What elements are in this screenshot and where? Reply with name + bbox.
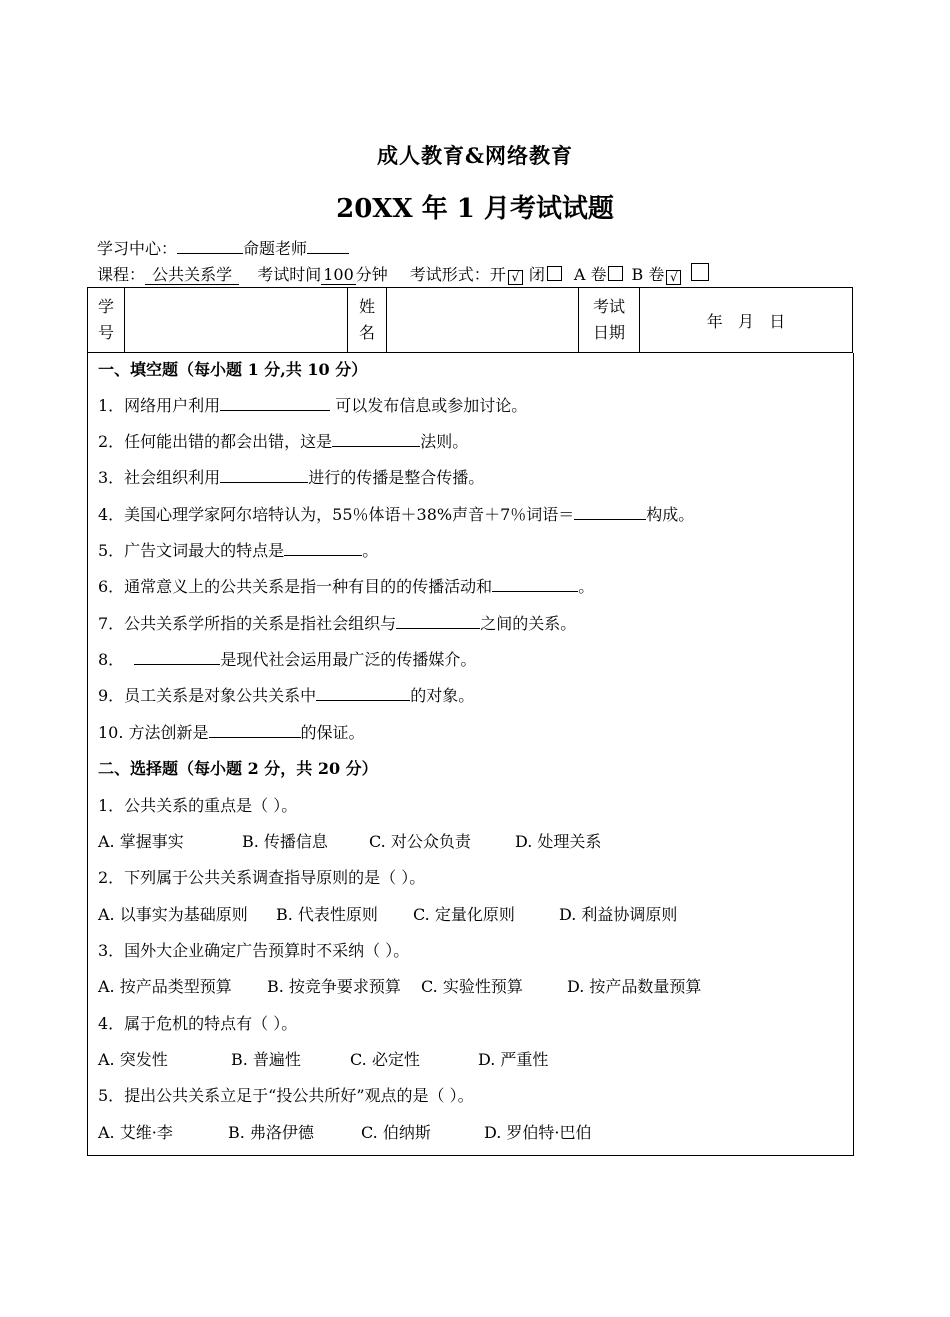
teacher-label: 命题老师 xyxy=(243,239,308,258)
choice-options xyxy=(98,1047,548,1070)
choice-option[interactable]: B. 传播信息 xyxy=(242,832,328,851)
answer-blank[interactable] xyxy=(396,613,480,629)
choice-question: 1．公共关系的重点是（ ）。 xyxy=(98,796,298,815)
choice-option[interactable]: D. 利益协调原则 xyxy=(559,905,678,924)
answer-blank[interactable] xyxy=(316,685,410,701)
choice-option[interactable]: A. 按产品类型预算 xyxy=(98,977,232,996)
choice-option[interactable]: C. 定量化原则 xyxy=(413,905,515,924)
answer-blank[interactable] xyxy=(209,722,301,738)
fill-question: 6．通常意义上的公共关系是指一种有目的的传播活动和 。 xyxy=(98,577,595,596)
choice-option[interactable]: C. 伯纳斯 xyxy=(361,1123,431,1142)
choice-question: 3．国外大企业确定广告预算时不采纳（ ）。 xyxy=(98,941,410,960)
course-label: 课程： xyxy=(97,265,146,284)
name-label-cell: 姓 名 xyxy=(348,288,387,353)
choice-options xyxy=(98,1120,592,1143)
date-value-cell[interactable]: 年 月 日 xyxy=(640,288,853,353)
a-label: A 卷 xyxy=(573,265,607,284)
answer-blank[interactable] xyxy=(332,431,420,447)
choice-options xyxy=(98,902,677,925)
time-label: 考试时间 xyxy=(257,265,322,284)
section-title-choice: 二、选择题（每小题 2 分，共 20 分） xyxy=(98,759,378,778)
b-checkbox[interactable]: √ xyxy=(666,270,681,285)
answer-blank[interactable] xyxy=(492,576,578,592)
choice-question: 2．下列属于公共关系调查指导原则的是（ ）。 xyxy=(98,868,426,887)
choice-option[interactable]: D. 处理关系 xyxy=(515,832,602,851)
teacher-blank xyxy=(307,237,349,254)
answer-blank[interactable] xyxy=(574,504,646,520)
fill-question: 5．广告文词最大的特点是 。 xyxy=(98,541,379,560)
choice-option[interactable]: C. 必定性 xyxy=(350,1050,420,1069)
fill-question: 1．网络用户利用 可以发布信息或参加讨论。 xyxy=(98,396,528,415)
closed-label: 闭 xyxy=(528,265,545,284)
a-checkbox[interactable] xyxy=(608,266,623,281)
choice-option[interactable]: B. 弗洛伊德 xyxy=(228,1123,314,1142)
choice-option[interactable]: A. 掌握事实 xyxy=(98,832,184,851)
fill-question: 2．任何能出错的都会出错，这是 法则。 xyxy=(98,432,469,451)
open-checkbox[interactable]: √ xyxy=(508,270,523,285)
choice-option[interactable]: A. 以事实为基础原则 xyxy=(98,905,248,924)
fill-question: 9．员工关系是对象公共关系中 的对象。 xyxy=(98,686,475,705)
answer-blank[interactable] xyxy=(134,649,220,665)
questions-box xyxy=(87,353,854,1156)
fill-question: 7．公共关系学所指的关系是指社会组织与 之间的关系。 xyxy=(98,614,577,633)
choice-option[interactable]: D. 严重性 xyxy=(478,1050,549,1069)
center-label: 学习中心： xyxy=(97,239,178,258)
center-blank xyxy=(177,237,243,254)
choice-question: 4．属于危机的特点有（ ）。 xyxy=(98,1014,298,1033)
id-input-cell[interactable] xyxy=(125,288,348,353)
choice-option[interactable]: B. 普遍性 xyxy=(231,1050,301,1069)
choice-option[interactable]: D. 按产品数量预算 xyxy=(567,977,702,996)
answer-blank[interactable] xyxy=(220,467,308,483)
name-input-cell[interactable] xyxy=(387,288,579,353)
course-value: 公共关系学 xyxy=(145,265,239,285)
choice-option[interactable]: B. 按竞争要求预算 xyxy=(267,977,401,996)
org-title: 成人教育&网络教育 xyxy=(377,143,573,168)
id-label-cell: 学 号 xyxy=(88,288,125,353)
choice-option[interactable]: A. 艾维·李 xyxy=(98,1123,173,1142)
choice-option[interactable]: D. 罗伯特·巴伯 xyxy=(484,1123,592,1142)
extra-checkbox[interactable] xyxy=(691,263,709,281)
answer-blank[interactable] xyxy=(220,395,330,411)
choice-option[interactable]: A. 突发性 xyxy=(98,1050,168,1069)
section-title-fill: 一、填空题（每小题 1 分,共 10 分） xyxy=(98,360,368,379)
fill-question: 8． 是现代社会运用最广泛的传播媒介。 xyxy=(98,650,477,669)
choice-option[interactable]: C. 对公众负责 xyxy=(369,832,471,851)
choice-options xyxy=(98,974,701,997)
b-label: B 卷 xyxy=(631,265,665,284)
date-label-cell: 考试 日期 xyxy=(579,288,640,353)
form-label: 考试形式：开 xyxy=(409,265,506,284)
student-info-table xyxy=(87,287,853,353)
choice-options xyxy=(98,829,601,852)
closed-checkbox[interactable] xyxy=(547,266,562,281)
time-value: 100 xyxy=(323,265,354,284)
fill-question: 3．社会组织利用 进行的传播是整合传播。 xyxy=(98,468,485,487)
info-line-center xyxy=(97,236,349,259)
fill-question: 10. 方法创新是 的保证。 xyxy=(98,723,365,742)
choice-question: 5．提出公共关系立足于“投公共所好”观点的是（ ）。 xyxy=(98,1086,474,1105)
info-line-course xyxy=(97,262,711,285)
exam-title: 20XX 年 1 月考试试题 xyxy=(336,194,614,224)
answer-blank[interactable] xyxy=(284,540,362,556)
time-unit: 分钟 xyxy=(355,265,388,284)
fill-question: 4．美国心理学家阿尔培特认为，55％体语＋38%声音＋7％词语＝ 构成。 xyxy=(98,505,695,524)
choice-option[interactable]: C. 实验性预算 xyxy=(421,977,523,996)
choice-option[interactable]: B. 代表性原则 xyxy=(276,905,378,924)
